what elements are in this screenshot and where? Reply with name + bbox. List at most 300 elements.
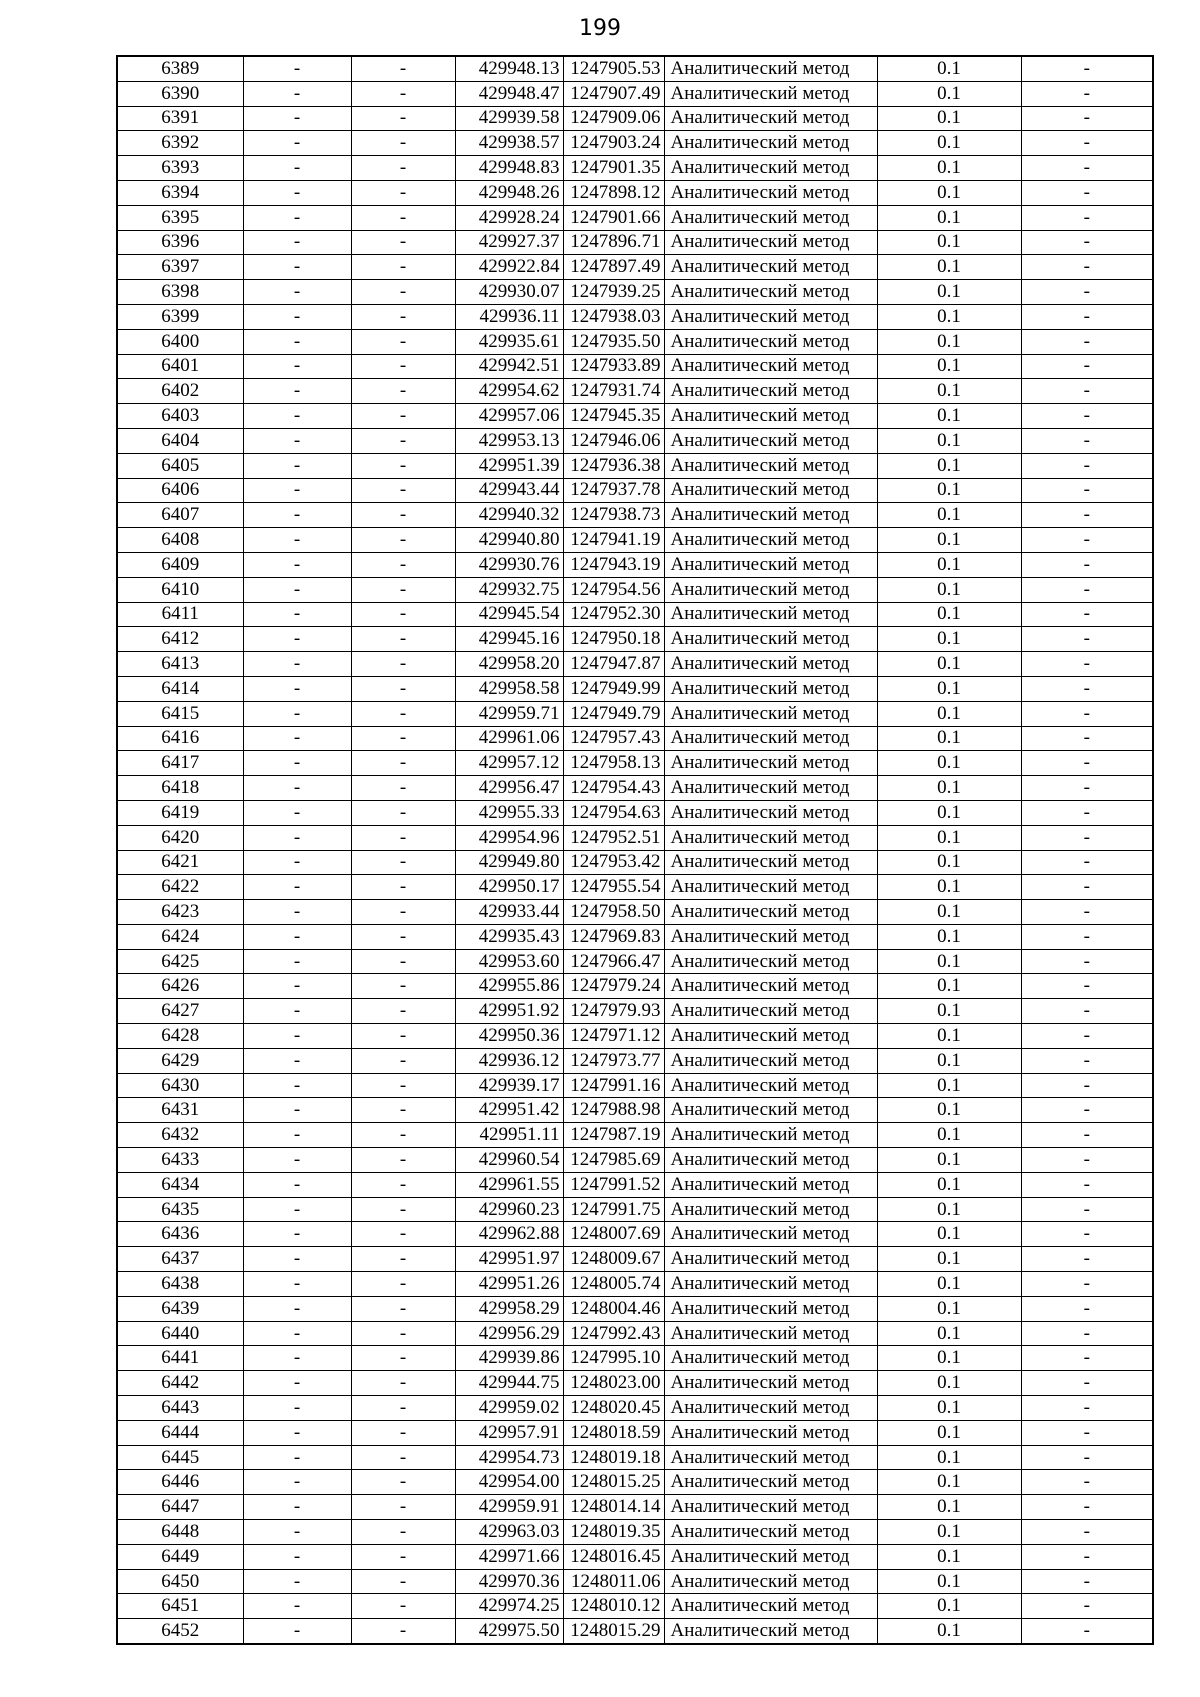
cell-empty-col-a: -: [243, 1247, 351, 1272]
cell-description: -: [1021, 1098, 1153, 1123]
cell-description: -: [1021, 1520, 1153, 1545]
cell-point-number: 6391: [117, 106, 243, 131]
cell-accuracy: 0.1: [877, 81, 1021, 106]
cell-empty-col-b: -: [351, 850, 455, 875]
cell-empty-col-a: -: [243, 478, 351, 503]
cell-description: -: [1021, 503, 1153, 528]
cell-point-number: 6399: [117, 304, 243, 329]
cell-x-coordinate: 429956.29: [455, 1321, 563, 1346]
table-row: [117, 1222, 1153, 1247]
cell-empty-col-b: -: [351, 528, 455, 553]
cell-description: -: [1021, 528, 1153, 553]
cell-empty-col-b: -: [351, 255, 455, 280]
table-row: [117, 552, 1153, 577]
cell-method: Аналитический метод: [664, 1445, 877, 1470]
cell-accuracy: 0.1: [877, 354, 1021, 379]
cell-empty-col-b: -: [351, 1247, 455, 1272]
cell-y-coordinate: 1247938.03: [563, 304, 664, 329]
cell-point-number: 6395: [117, 205, 243, 230]
cell-x-coordinate: 429944.75: [455, 1371, 563, 1396]
cell-accuracy: 0.1: [877, 1272, 1021, 1297]
cell-empty-col-a: -: [243, 1321, 351, 1346]
cell-empty-col-a: -: [243, 552, 351, 577]
cell-method: Аналитический метод: [664, 1594, 877, 1619]
cell-x-coordinate: 429954.00: [455, 1470, 563, 1495]
cell-empty-col-a: -: [243, 627, 351, 652]
cell-x-coordinate: 429958.20: [455, 652, 563, 677]
cell-x-coordinate: 429960.54: [455, 1148, 563, 1173]
cell-empty-col-a: -: [243, 949, 351, 974]
cell-accuracy: 0.1: [877, 1321, 1021, 1346]
cell-empty-col-b: -: [351, 776, 455, 801]
cell-x-coordinate: 429974.25: [455, 1594, 563, 1619]
cell-empty-col-b: -: [351, 1619, 455, 1644]
cell-method: Аналитический метод: [664, 627, 877, 652]
cell-empty-col-a: -: [243, 180, 351, 205]
cell-empty-col-b: -: [351, 56, 455, 81]
cell-x-coordinate: 429957.06: [455, 404, 563, 429]
cell-empty-col-a: -: [243, 776, 351, 801]
cell-method: Аналитический метод: [664, 354, 877, 379]
cell-method: Аналитический метод: [664, 1048, 877, 1073]
cell-empty-col-a: -: [243, 329, 351, 354]
cell-empty-col-a: -: [243, 379, 351, 404]
cell-x-coordinate: 429956.47: [455, 776, 563, 801]
cell-y-coordinate: 1247991.16: [563, 1073, 664, 1098]
table-row: [117, 1420, 1153, 1445]
cell-empty-col-a: -: [243, 1222, 351, 1247]
cell-y-coordinate: 1247931.74: [563, 379, 664, 404]
cell-y-coordinate: 1247937.78: [563, 478, 664, 503]
cell-y-coordinate: 1248005.74: [563, 1272, 664, 1297]
table-row: [117, 974, 1153, 999]
cell-method: Аналитический метод: [664, 676, 877, 701]
cell-x-coordinate: 429971.66: [455, 1544, 563, 1569]
cell-x-coordinate: 429936.11: [455, 304, 563, 329]
cell-point-number: 6451: [117, 1594, 243, 1619]
table-row: [117, 1148, 1153, 1173]
table-row: [117, 428, 1153, 453]
cell-y-coordinate: 1247949.99: [563, 676, 664, 701]
cell-x-coordinate: 429928.24: [455, 205, 563, 230]
cell-y-coordinate: 1247966.47: [563, 949, 664, 974]
cell-y-coordinate: 1247991.75: [563, 1197, 664, 1222]
cell-x-coordinate: 429957.91: [455, 1420, 563, 1445]
cell-y-coordinate: 1247907.49: [563, 81, 664, 106]
cell-description: -: [1021, 751, 1153, 776]
cell-accuracy: 0.1: [877, 875, 1021, 900]
cell-description: -: [1021, 1272, 1153, 1297]
cell-method: Аналитический метод: [664, 1520, 877, 1545]
cell-y-coordinate: 1247992.43: [563, 1321, 664, 1346]
cell-x-coordinate: 429949.80: [455, 850, 563, 875]
table-row: [117, 1495, 1153, 1520]
cell-empty-col-b: -: [351, 280, 455, 305]
cell-description: -: [1021, 1148, 1153, 1173]
cell-accuracy: 0.1: [877, 478, 1021, 503]
cell-description: -: [1021, 974, 1153, 999]
cell-point-number: 6428: [117, 1024, 243, 1049]
cell-method: Аналитический метод: [664, 1272, 877, 1297]
cell-description: -: [1021, 1495, 1153, 1520]
table-row: [117, 676, 1153, 701]
cell-empty-col-a: -: [243, 354, 351, 379]
cell-empty-col-a: -: [243, 255, 351, 280]
cell-point-number: 6417: [117, 751, 243, 776]
table-row: [117, 1445, 1153, 1470]
cell-description: -: [1021, 1197, 1153, 1222]
cell-y-coordinate: 1248016.45: [563, 1544, 664, 1569]
cell-y-coordinate: 1247945.35: [563, 404, 664, 429]
cell-description: -: [1021, 1024, 1153, 1049]
cell-description: -: [1021, 1445, 1153, 1470]
cell-empty-col-a: -: [243, 999, 351, 1024]
cell-x-coordinate: 429940.32: [455, 503, 563, 528]
cell-point-number: 6415: [117, 701, 243, 726]
cell-accuracy: 0.1: [877, 1346, 1021, 1371]
cell-point-number: 6406: [117, 478, 243, 503]
cell-y-coordinate: 1248019.35: [563, 1520, 664, 1545]
cell-point-number: 6400: [117, 329, 243, 354]
cell-description: -: [1021, 304, 1153, 329]
cell-point-number: 6389: [117, 56, 243, 81]
cell-method: Аналитический метод: [664, 1495, 877, 1520]
cell-x-coordinate: 429943.44: [455, 478, 563, 503]
cell-description: -: [1021, 1172, 1153, 1197]
cell-point-number: 6403: [117, 404, 243, 429]
cell-point-number: 6413: [117, 652, 243, 677]
cell-point-number: 6390: [117, 81, 243, 106]
cell-empty-col-a: -: [243, 850, 351, 875]
cell-description: -: [1021, 205, 1153, 230]
cell-empty-col-b: -: [351, 751, 455, 776]
cell-empty-col-a: -: [243, 106, 351, 131]
cell-empty-col-a: -: [243, 875, 351, 900]
cell-y-coordinate: 1248015.29: [563, 1619, 664, 1644]
cell-accuracy: 0.1: [877, 900, 1021, 925]
cell-empty-col-b: -: [351, 1197, 455, 1222]
cell-empty-col-a: -: [243, 230, 351, 255]
cell-method: Аналитический метод: [664, 1148, 877, 1173]
cell-empty-col-b: -: [351, 1272, 455, 1297]
cell-x-coordinate: 429959.91: [455, 1495, 563, 1520]
cell-empty-col-b: -: [351, 627, 455, 652]
cell-empty-col-b: -: [351, 1544, 455, 1569]
cell-empty-col-a: -: [243, 1544, 351, 1569]
cell-point-number: 6424: [117, 924, 243, 949]
table-row: [117, 1619, 1153, 1644]
cell-empty-col-a: -: [243, 652, 351, 677]
table-row: [117, 528, 1153, 553]
cell-accuracy: 0.1: [877, 1247, 1021, 1272]
cell-y-coordinate: 1247905.53: [563, 56, 664, 81]
cell-description: -: [1021, 1470, 1153, 1495]
cell-accuracy: 0.1: [877, 652, 1021, 677]
cell-description: -: [1021, 1420, 1153, 1445]
cell-point-number: 6398: [117, 280, 243, 305]
cell-x-coordinate: 429938.57: [455, 131, 563, 156]
cell-description: -: [1021, 627, 1153, 652]
cell-method: Аналитический метод: [664, 280, 877, 305]
cell-accuracy: 0.1: [877, 1073, 1021, 1098]
cell-method: Аналитический метод: [664, 602, 877, 627]
cell-y-coordinate: 1247897.49: [563, 255, 664, 280]
cell-accuracy: 0.1: [877, 1371, 1021, 1396]
table-row: [117, 1594, 1153, 1619]
cell-method: Аналитический метод: [664, 379, 877, 404]
cell-y-coordinate: 1247933.89: [563, 354, 664, 379]
table-row: [117, 602, 1153, 627]
cell-empty-col-b: -: [351, 1222, 455, 1247]
table-row: [117, 404, 1153, 429]
table-row: [117, 1569, 1153, 1594]
cell-method: Аналитический метод: [664, 329, 877, 354]
cell-y-coordinate: 1247954.63: [563, 800, 664, 825]
cell-empty-col-a: -: [243, 404, 351, 429]
table-row: [117, 800, 1153, 825]
cell-accuracy: 0.1: [877, 1197, 1021, 1222]
cell-method: Аналитический метод: [664, 875, 877, 900]
cell-empty-col-b: -: [351, 652, 455, 677]
cell-x-coordinate: 429975.50: [455, 1619, 563, 1644]
cell-empty-col-a: -: [243, 81, 351, 106]
cell-accuracy: 0.1: [877, 1123, 1021, 1148]
cell-empty-col-b: -: [351, 180, 455, 205]
cell-accuracy: 0.1: [877, 255, 1021, 280]
cell-method: Аналитический метод: [664, 1024, 877, 1049]
cell-empty-col-b: -: [351, 478, 455, 503]
cell-y-coordinate: 1247896.71: [563, 230, 664, 255]
cell-x-coordinate: 429951.26: [455, 1272, 563, 1297]
table-row: [117, 379, 1153, 404]
cell-point-number: 6405: [117, 453, 243, 478]
cell-method: Аналитический метод: [664, 503, 877, 528]
cell-y-coordinate: 1247909.06: [563, 106, 664, 131]
cell-empty-col-a: -: [243, 1495, 351, 1520]
table-row: [117, 280, 1153, 305]
cell-empty-col-a: -: [243, 280, 351, 305]
cell-empty-col-b: -: [351, 924, 455, 949]
cell-point-number: 6416: [117, 726, 243, 751]
cell-y-coordinate: 1248023.00: [563, 1371, 664, 1396]
cell-x-coordinate: 429948.83: [455, 156, 563, 181]
cell-description: -: [1021, 156, 1153, 181]
cell-y-coordinate: 1247952.51: [563, 825, 664, 850]
cell-accuracy: 0.1: [877, 280, 1021, 305]
cell-accuracy: 0.1: [877, 1495, 1021, 1520]
cell-accuracy: 0.1: [877, 230, 1021, 255]
table-row: [117, 900, 1153, 925]
cell-accuracy: 0.1: [877, 503, 1021, 528]
cell-description: -: [1021, 1544, 1153, 1569]
cell-empty-col-b: -: [351, 1495, 455, 1520]
cell-empty-col-a: -: [243, 453, 351, 478]
cell-description: -: [1021, 1296, 1153, 1321]
cell-method: Аналитический метод: [664, 726, 877, 751]
cell-point-number: 6450: [117, 1569, 243, 1594]
cell-description: -: [1021, 131, 1153, 156]
cell-method: Аналитический метод: [664, 1098, 877, 1123]
table-row: [117, 205, 1153, 230]
table-row: [117, 156, 1153, 181]
cell-x-coordinate: 429945.16: [455, 627, 563, 652]
cell-description: -: [1021, 230, 1153, 255]
cell-point-number: 6430: [117, 1073, 243, 1098]
cell-empty-col-b: -: [351, 1594, 455, 1619]
cell-y-coordinate: 1247955.54: [563, 875, 664, 900]
cell-empty-col-b: -: [351, 1569, 455, 1594]
cell-description: -: [1021, 1222, 1153, 1247]
cell-empty-col-b: -: [351, 1073, 455, 1098]
cell-x-coordinate: 429951.42: [455, 1098, 563, 1123]
cell-point-number: 6452: [117, 1619, 243, 1644]
cell-x-coordinate: 429930.76: [455, 552, 563, 577]
cell-description: -: [1021, 701, 1153, 726]
cell-point-number: 6444: [117, 1420, 243, 1445]
cell-accuracy: 0.1: [877, 56, 1021, 81]
cell-description: -: [1021, 949, 1153, 974]
cell-description: -: [1021, 1619, 1153, 1644]
cell-description: -: [1021, 1321, 1153, 1346]
table-row: [117, 1073, 1153, 1098]
cell-accuracy: 0.1: [877, 726, 1021, 751]
cell-method: Аналитический метод: [664, 924, 877, 949]
cell-method: Аналитический метод: [664, 255, 877, 280]
table-row: [117, 56, 1153, 81]
cell-empty-col-b: -: [351, 304, 455, 329]
cell-description: -: [1021, 379, 1153, 404]
cell-method: Аналитический метод: [664, 999, 877, 1024]
cell-method: Аналитический метод: [664, 180, 877, 205]
cell-method: Аналитический метод: [664, 1073, 877, 1098]
cell-description: -: [1021, 1594, 1153, 1619]
cell-empty-col-a: -: [243, 1346, 351, 1371]
cell-empty-col-a: -: [243, 974, 351, 999]
cell-point-number: 6436: [117, 1222, 243, 1247]
cell-method: Аналитический метод: [664, 974, 877, 999]
cell-description: -: [1021, 1371, 1153, 1396]
cell-empty-col-a: -: [243, 528, 351, 553]
cell-x-coordinate: 429935.61: [455, 329, 563, 354]
cell-x-coordinate: 429948.13: [455, 56, 563, 81]
table-row: [117, 949, 1153, 974]
cell-accuracy: 0.1: [877, 1024, 1021, 1049]
cell-x-coordinate: 429939.86: [455, 1346, 563, 1371]
cell-accuracy: 0.1: [877, 453, 1021, 478]
cell-x-coordinate: 429939.58: [455, 106, 563, 131]
cell-empty-col-a: -: [243, 1445, 351, 1470]
cell-x-coordinate: 429945.54: [455, 602, 563, 627]
cell-empty-col-b: -: [351, 949, 455, 974]
cell-x-coordinate: 429932.75: [455, 577, 563, 602]
cell-method: Аналитический метод: [664, 1619, 877, 1644]
cell-x-coordinate: 429933.44: [455, 900, 563, 925]
cell-accuracy: 0.1: [877, 1594, 1021, 1619]
table-row: [117, 875, 1153, 900]
cell-point-number: 6431: [117, 1098, 243, 1123]
cell-method: Аналитический метод: [664, 850, 877, 875]
cell-empty-col-a: -: [243, 205, 351, 230]
cell-y-coordinate: 1247949.79: [563, 701, 664, 726]
cell-empty-col-b: -: [351, 329, 455, 354]
cell-empty-col-b: -: [351, 106, 455, 131]
cell-point-number: 6446: [117, 1470, 243, 1495]
cell-accuracy: 0.1: [877, 552, 1021, 577]
cell-empty-col-a: -: [243, 1272, 351, 1297]
cell-y-coordinate: 1247957.43: [563, 726, 664, 751]
cell-y-coordinate: 1247979.93: [563, 999, 664, 1024]
cell-point-number: 6432: [117, 1123, 243, 1148]
table-row: [117, 850, 1153, 875]
cell-point-number: 6412: [117, 627, 243, 652]
table-row: [117, 577, 1153, 602]
cell-y-coordinate: 1247995.10: [563, 1346, 664, 1371]
table-row: [117, 1470, 1153, 1495]
cell-point-number: 6448: [117, 1520, 243, 1545]
cell-empty-col-a: -: [243, 1569, 351, 1594]
cell-y-coordinate: 1247935.50: [563, 329, 664, 354]
cell-empty-col-b: -: [351, 1024, 455, 1049]
table-row: [117, 106, 1153, 131]
cell-method: Аналитический метод: [664, 453, 877, 478]
cell-accuracy: 0.1: [877, 1619, 1021, 1644]
cell-method: Аналитический метод: [664, 825, 877, 850]
cell-empty-col-b: -: [351, 701, 455, 726]
cell-description: -: [1021, 726, 1153, 751]
cell-empty-col-b: -: [351, 1123, 455, 1148]
cell-description: -: [1021, 800, 1153, 825]
cell-accuracy: 0.1: [877, 106, 1021, 131]
cell-y-coordinate: 1248015.25: [563, 1470, 664, 1495]
table-row: [117, 924, 1153, 949]
cell-method: Аналитический метод: [664, 205, 877, 230]
cell-method: Аналитический метод: [664, 1197, 877, 1222]
cell-method: Аналитический метод: [664, 1247, 877, 1272]
cell-empty-col-b: -: [351, 825, 455, 850]
cell-empty-col-b: -: [351, 354, 455, 379]
cell-point-number: 6445: [117, 1445, 243, 1470]
table-row: [117, 701, 1153, 726]
cell-accuracy: 0.1: [877, 1296, 1021, 1321]
cell-x-coordinate: 429950.36: [455, 1024, 563, 1049]
cell-description: -: [1021, 81, 1153, 106]
cell-empty-col-a: -: [243, 304, 351, 329]
cell-x-coordinate: 429936.12: [455, 1048, 563, 1073]
cell-description: -: [1021, 676, 1153, 701]
cell-point-number: 6447: [117, 1495, 243, 1520]
cell-y-coordinate: 1247979.24: [563, 974, 664, 999]
cell-point-number: 6410: [117, 577, 243, 602]
cell-empty-col-a: -: [243, 1197, 351, 1222]
cell-method: Аналитический метод: [664, 404, 877, 429]
cell-x-coordinate: 429950.17: [455, 875, 563, 900]
cell-empty-col-a: -: [243, 156, 351, 181]
cell-empty-col-b: -: [351, 900, 455, 925]
cell-y-coordinate: 1247939.25: [563, 280, 664, 305]
cell-method: Аналитический метод: [664, 1396, 877, 1421]
cell-accuracy: 0.1: [877, 1470, 1021, 1495]
cell-y-coordinate: 1247969.83: [563, 924, 664, 949]
cell-accuracy: 0.1: [877, 1445, 1021, 1470]
cell-accuracy: 0.1: [877, 602, 1021, 627]
cell-empty-col-a: -: [243, 1123, 351, 1148]
cell-accuracy: 0.1: [877, 156, 1021, 181]
table-row: [117, 825, 1153, 850]
cell-accuracy: 0.1: [877, 205, 1021, 230]
cell-y-coordinate: 1248018.59: [563, 1420, 664, 1445]
cell-method: Аналитический метод: [664, 1544, 877, 1569]
cell-point-number: 6438: [117, 1272, 243, 1297]
